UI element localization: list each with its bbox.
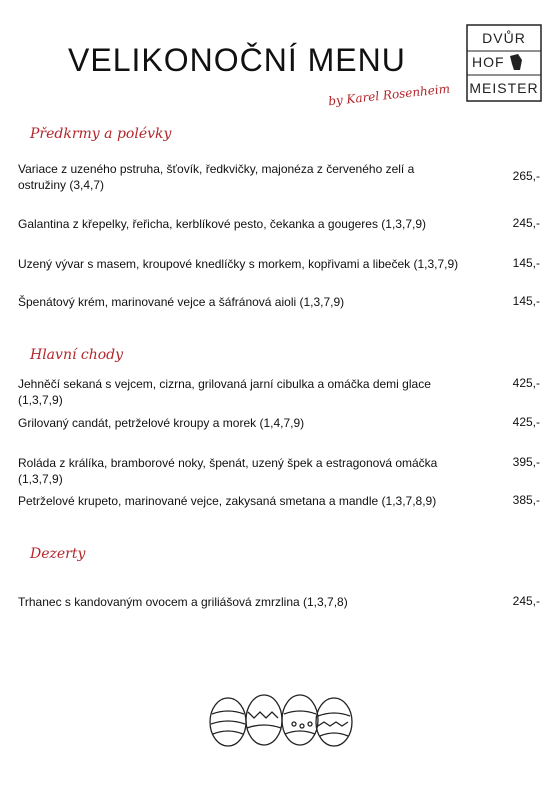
logo-line-1: DVŮR — [482, 30, 526, 46]
chef-signature: by Karel Rosenheim — [327, 81, 451, 109]
menu-item-price: 145,- — [512, 294, 540, 308]
menu-item: Jehněčí sekaná s vejcem, cizrna, grilovaná jarní cibulka a omáčka demi glace (1,3,7,9) — [18, 377, 431, 407]
menu-item: Roláda z králíka, bramborové noky, špenát, uzený špek a estragonová omáčka (1,3,7,9) — [18, 456, 438, 486]
section-heading-starters: Předkrmy a polévky — [30, 126, 172, 142]
logo-line-3: MEISTER — [469, 80, 539, 96]
menu-item: Špenátový krém, marinované vejce a šáfránová aioli (1,3,7,9) — [18, 295, 345, 309]
menu-item: Variace z uzeného pstruha, šťovík, ředkvičky, majonéza z červeného zelí a ostružiny (3,4,7) — [18, 162, 415, 192]
section-heading-mains: Hlavní chody — [30, 347, 124, 363]
logo-line-2: HOF — [472, 54, 505, 70]
menu-item-price: 425,- — [512, 376, 540, 390]
menu-item-price: 395,- — [512, 455, 540, 469]
menu-title: VELIKONOČNÍ MENU — [68, 42, 406, 78]
menu-item-price: 385,- — [512, 493, 540, 507]
restaurant-logo — [466, 24, 542, 102]
section-heading-desserts: Dezerty — [30, 546, 86, 562]
menu-item-price: 425,- — [512, 415, 540, 429]
menu-item: Uzený vývar s masem, kroupové knedlíčky s morkem, kopřivami a libeček (1,3,7,9) — [18, 257, 459, 271]
menu-item-price: 245,- — [512, 594, 540, 608]
menu-item-price: 245,- — [512, 216, 540, 230]
menu-item: Galantina z křepelky, řeřicha, kerblíkové pesto, čekanka a gougeres (1,3,7,9) — [18, 217, 426, 231]
menu-item-price: 265,- — [512, 169, 540, 183]
menu-item: Trhanec s kandovaným ovocem a griliášová zmrzlina (1,3,7,8) — [18, 595, 348, 609]
menu-item: Petrželové krupeto, marinované vejce, zakysaná smetana a mandle (1,3,7,8,9) — [18, 494, 437, 508]
menu-item: Grilovaný candát, petrželové kroupy a morek (1,4,7,9) — [18, 416, 305, 430]
easter-eggs-icon — [206, 688, 356, 750]
menu-item-price: 145,- — [512, 256, 540, 270]
